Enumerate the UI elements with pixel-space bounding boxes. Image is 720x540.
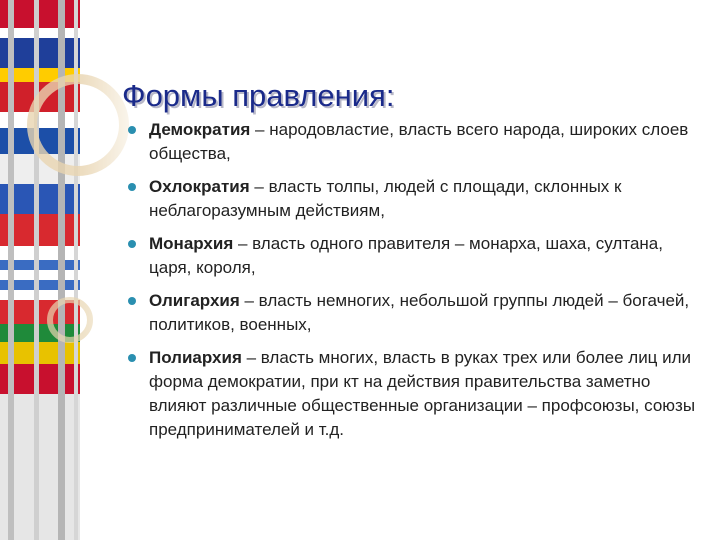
definition-text: – власть одного правителя – монарха, шаха, султана, царя, короля, <box>149 234 663 277</box>
list-item <box>128 232 698 280</box>
definition-text: – народовластие, власть всего народа, широких слоев общества, <box>149 120 689 163</box>
definition-text: – власть немногих, небольшой группы людей – богачей, политиков, военных, <box>149 291 690 334</box>
list-item <box>128 289 698 337</box>
bullet-icon <box>128 183 136 191</box>
bullet-icon <box>128 126 136 134</box>
list-item <box>128 175 698 223</box>
definitions-list <box>128 118 698 451</box>
slide-title: Формы правления: <box>122 78 395 113</box>
definition-text: – власть толпы, людей с площади, склонных к неблагоразумным действиям, <box>149 177 622 220</box>
bullet-icon <box>128 240 136 248</box>
list-item <box>128 346 698 442</box>
term-monarchy: Монархия <box>149 234 234 253</box>
list-item <box>128 118 698 166</box>
term-oligarchy: Олигархия <box>149 291 240 310</box>
term-polyarchy: Полиархия <box>149 348 242 367</box>
term-ochlocracy: Охлократия <box>149 177 250 196</box>
bullet-icon <box>128 354 136 362</box>
bullet-icon <box>128 297 136 305</box>
definition-text: – власть многих, власть в руках трех или более лиц или форма демократии, при кт на действия правительства заметно влияют различные общественные организации – профсоюзы, союзы предпринимателей и т.д. <box>149 348 696 439</box>
term-democracy: Демократия <box>149 120 251 139</box>
